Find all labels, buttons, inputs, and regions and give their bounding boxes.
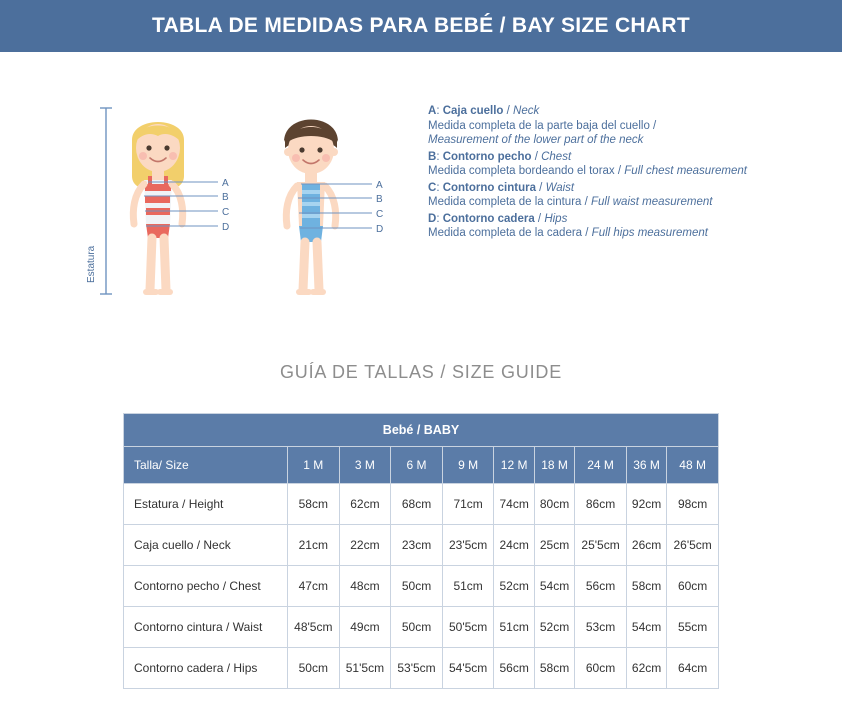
svg-text:D: D — [376, 224, 384, 235]
table-header-cell: 1 M — [288, 447, 340, 484]
table-cell: 68cm — [391, 484, 443, 525]
table-cell: 50cm — [391, 566, 443, 607]
table-header-cell: 9 M — [442, 447, 494, 484]
table-cell: 25'5cm — [575, 525, 627, 566]
legend-term-es: Caja cuello — [442, 105, 504, 117]
table-cell: 23cm — [391, 525, 443, 566]
svg-text:A: A — [376, 180, 383, 191]
page-header — [0, 0, 842, 52]
table-cell: 52cm — [494, 566, 534, 607]
table-cell: 98cm — [667, 484, 719, 525]
table-header-cell: 6 M — [391, 447, 443, 484]
table-header-cell: 12 M — [494, 447, 534, 484]
table-cell: 50cm — [391, 607, 443, 648]
table-cell: 54'5cm — [442, 648, 494, 689]
svg-text:C: C — [222, 207, 230, 218]
legend-letter: C — [428, 181, 437, 194]
table-header-cell: 48 M — [667, 447, 719, 484]
table-cell: 48'5cm — [288, 607, 340, 648]
table-cell: 49cm — [339, 607, 391, 648]
legend-desc-en: Full chest measurement — [624, 165, 747, 177]
legend-term-en: Hips — [544, 212, 568, 225]
table-cell: 60cm — [667, 566, 719, 607]
row-label: Contorno cintura / Waist — [124, 607, 288, 648]
table-cell: 62cm — [626, 648, 666, 689]
measurement-legend — [428, 104, 758, 243]
table-row — [124, 566, 719, 607]
table-cell: 50cm — [288, 648, 340, 689]
svg-text:B: B — [376, 194, 383, 205]
legend-term-es: Contorno cadera — [442, 212, 535, 225]
svg-text:A: A — [222, 178, 229, 189]
size-table — [123, 413, 719, 689]
legend-desc-es: Medida completa de la parte baja del cuello / — [428, 119, 657, 132]
legend-entry: B: Contorno pecho / Chest Medida completa bordeando el torax / Full chest measurement — [428, 150, 747, 177]
table-cell: 86cm — [575, 484, 627, 525]
row-label: Contorno cadera / Hips — [124, 648, 288, 689]
table-cell: 54cm — [534, 566, 574, 607]
table-header-cell: 24 M — [575, 447, 627, 484]
legend-desc-es: Medida completa bordeando el torax / — [428, 165, 622, 177]
table-cell: 53cm — [575, 607, 627, 648]
legend-term-en: Neck — [513, 105, 540, 117]
table-cell: 71cm — [442, 484, 494, 525]
table-row — [124, 607, 719, 648]
table-cell: 56cm — [575, 566, 627, 607]
boy-marker-labels — [376, 180, 383, 235]
table-cell: 56cm — [494, 648, 534, 689]
table-cell: 24cm — [494, 525, 534, 566]
table-cell: 64cm — [667, 648, 719, 689]
figures-illustration — [88, 98, 408, 318]
illustration-area — [0, 98, 842, 348]
svg-text:B: B — [222, 192, 229, 203]
table-cell: 55cm — [667, 607, 719, 648]
legend-letter: A — [428, 105, 437, 117]
girl-marker-labels — [222, 178, 229, 233]
row-label: Estatura / Height — [124, 484, 288, 525]
table-cell: 74cm — [494, 484, 534, 525]
table-cell: 51'5cm — [339, 648, 391, 689]
row-label: Caja cuello / Neck — [124, 525, 288, 566]
table-cell: 53'5cm — [391, 648, 443, 689]
table-cell: 51cm — [494, 607, 534, 648]
legend-entry: A: Caja cuello / Neck Medida completa de la parte baja del cuello / Measurement of the lower part of the neck — [428, 104, 758, 148]
legend-desc-en: Measurement of the lower part of the neck — [428, 134, 644, 146]
table-cell: 54cm — [626, 607, 666, 648]
table-row — [124, 484, 719, 525]
table-header-first: Talla/ Size — [124, 447, 288, 484]
table-cell: 23'5cm — [442, 525, 494, 566]
table-cell: 58cm — [288, 484, 340, 525]
girl-figure — [132, 122, 184, 292]
table-cell: 48cm — [339, 566, 391, 607]
table-row — [124, 648, 719, 689]
size-table-wrapper — [123, 413, 719, 689]
legend-desc-en: Full waist measurement — [591, 196, 713, 208]
table-cell: 60cm — [575, 648, 627, 689]
height-bracket — [100, 108, 112, 294]
table-cell: 58cm — [534, 648, 574, 689]
table-header-cell: 3 M — [339, 447, 391, 484]
table-header-cell: 18 M — [534, 447, 574, 484]
table-row — [124, 525, 719, 566]
legend-term-en: Waist — [545, 181, 575, 194]
table-caption: Bebé / BABY — [124, 414, 719, 447]
table-cell: 92cm — [626, 484, 666, 525]
boy-figure — [284, 120, 338, 293]
table-header-cell: 36 M — [626, 447, 666, 484]
table-cell: 47cm — [288, 566, 340, 607]
table-cell: 21cm — [288, 525, 340, 566]
legend-term-en: Chest — [541, 150, 572, 163]
table-cell: 22cm — [339, 525, 391, 566]
table-cell: 52cm — [534, 607, 574, 648]
table-header-row — [124, 447, 719, 484]
svg-text:D: D — [222, 222, 230, 233]
row-label: Contorno pecho / Chest — [124, 566, 288, 607]
table-cell: 80cm — [534, 484, 574, 525]
table-cell: 51cm — [442, 566, 494, 607]
legend-term-es: Contorno pecho — [442, 150, 532, 163]
svg-text:C: C — [376, 209, 384, 220]
table-cell: 62cm — [339, 484, 391, 525]
legend-letter: B — [428, 150, 437, 163]
table-cell: 50'5cm — [442, 607, 494, 648]
legend-entry: D: Contorno cadera / Hips Medida completa de la cadera / Full hips measurement — [428, 212, 708, 239]
table-cell: 25cm — [534, 525, 574, 566]
page-title: TABLA DE MEDIDAS PARA BEBÉ / BAY SIZE CHART — [152, 14, 690, 37]
legend-desc-es: Medida completa de la cadera / — [428, 227, 589, 239]
legend-entry: C: Contorno cintura / Waist Medida completa de la cintura / Full waist measurement — [428, 181, 713, 208]
table-cell: 58cm — [626, 566, 666, 607]
table-cell: 26cm — [626, 525, 666, 566]
height-axis-label: Estatura — [86, 245, 97, 283]
table-cell: 26'5cm — [667, 525, 719, 566]
legend-letter: D — [428, 212, 437, 225]
legend-desc-es: Medida completa de la cintura / — [428, 196, 588, 208]
legend-term-es: Contorno cintura — [442, 181, 536, 194]
legend-desc-en: Full hips measurement — [591, 227, 708, 239]
size-guide-title: GUÍA DE TALLAS / SIZE GUIDE — [279, 362, 562, 382]
